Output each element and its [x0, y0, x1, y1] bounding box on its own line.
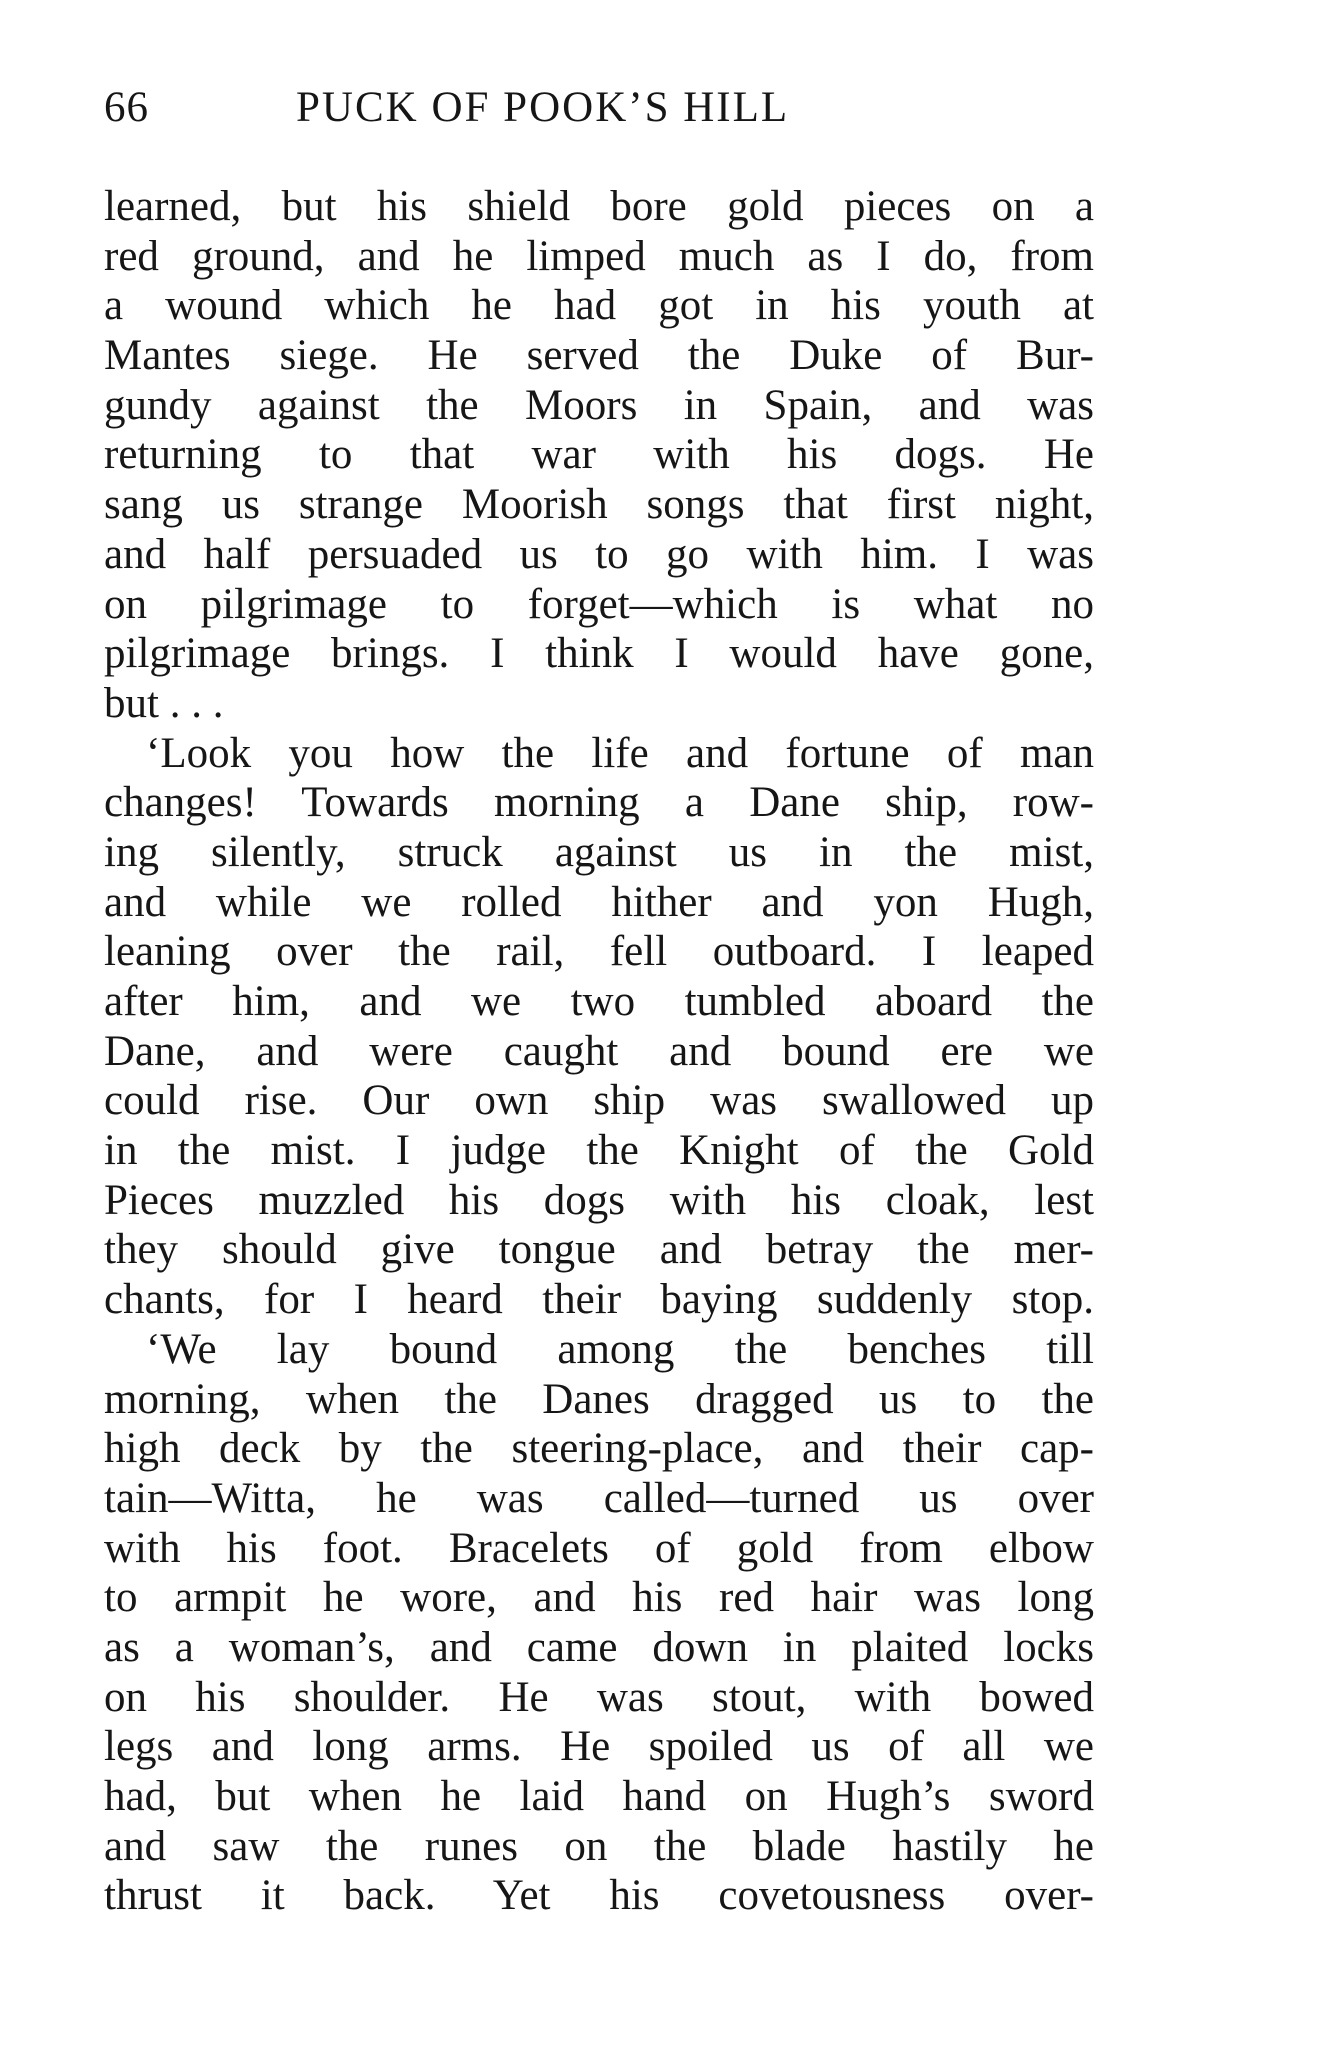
- text-line: legs and long arms. He spoiled us of all we: [104, 1723, 1094, 1771]
- text-line: changes! Towards morning a Dane ship, row-: [104, 779, 1094, 827]
- paragraph-end-line: but . . .: [104, 679, 224, 727]
- text-line: with his foot. Bracelets of gold from elbow: [104, 1524, 1094, 1572]
- text-line: high deck by the steering-place, and their cap-: [104, 1425, 1094, 1473]
- text-line: leaning over the rail, fell outboard. I leaped: [104, 928, 1094, 976]
- text-line: red ground, and he limped much as I do, from: [104, 232, 1094, 280]
- text-line: and while we rolled hither and yon Hugh,: [104, 878, 1094, 926]
- text-line: ing silently, struck against us in the mist,: [104, 828, 1094, 876]
- text-line: Mantes siege. He served the Duke of Bur-: [104, 332, 1094, 380]
- text-line: morning, when the Danes dragged us to the: [104, 1375, 1094, 1423]
- text-line: they should give tongue and betray the mer-: [104, 1226, 1094, 1274]
- paragraph-start-line: ‘We lay bound among the benches till: [146, 1325, 1094, 1373]
- page-number: 66: [104, 84, 149, 131]
- text-line: in the mist. I judge the Knight of the Gold: [104, 1127, 1094, 1175]
- text-line: and half persuaded us to go with him. I was: [104, 530, 1094, 578]
- text-line: Dane, and were caught and bound ere we: [104, 1027, 1094, 1075]
- text-line: after him, and we two tumbled aboard the: [104, 978, 1094, 1025]
- text-line: could rise. Our own ship was swallowed up: [104, 1077, 1094, 1125]
- running-head: [104, 78, 1104, 138]
- text-line: and saw the runes on the blade hastily he: [104, 1822, 1094, 1870]
- text-line: as a woman’s, and came down in plaited locks: [104, 1623, 1094, 1671]
- text-line: a wound which he had got in his youth at: [104, 282, 1094, 330]
- text-line: on his shoulder. He was stout, with bowed: [104, 1673, 1094, 1721]
- text-line: sang us strange Moorish songs that first night,: [104, 481, 1094, 529]
- text-line: had, but when he laid hand on Hugh’s sword: [104, 1773, 1094, 1820]
- text-line: returning to that war with his dogs. He: [104, 431, 1094, 479]
- text-line: to armpit he wore, and his red hair was long: [104, 1574, 1094, 1622]
- text-line: tain—Witta, he was called—turned us over: [104, 1474, 1094, 1522]
- text-line: pilgrimage brings. I think I would have gone,: [104, 630, 1094, 678]
- text-line: Pieces muzzled his dogs with his cloak, lest: [104, 1176, 1094, 1224]
- paragraph-start-line: ‘Look you how the life and fortune of man: [146, 729, 1094, 777]
- text-line: on pilgrimage to forget—which is what no: [104, 580, 1094, 628]
- body-text: [104, 182, 1094, 1921]
- running-title: PUCK OF POOK’S HILL: [296, 84, 790, 131]
- paragraph-end-line: chants, for I heard their baying suddenly stop.: [104, 1276, 1094, 1324]
- text-line: thrust it back. Yet his covetousness over-: [104, 1872, 1094, 1920]
- text-line: gundy against the Moors in Spain, and was: [104, 381, 1094, 429]
- text-line: learned, but his shield bore gold pieces on a: [104, 183, 1094, 230]
